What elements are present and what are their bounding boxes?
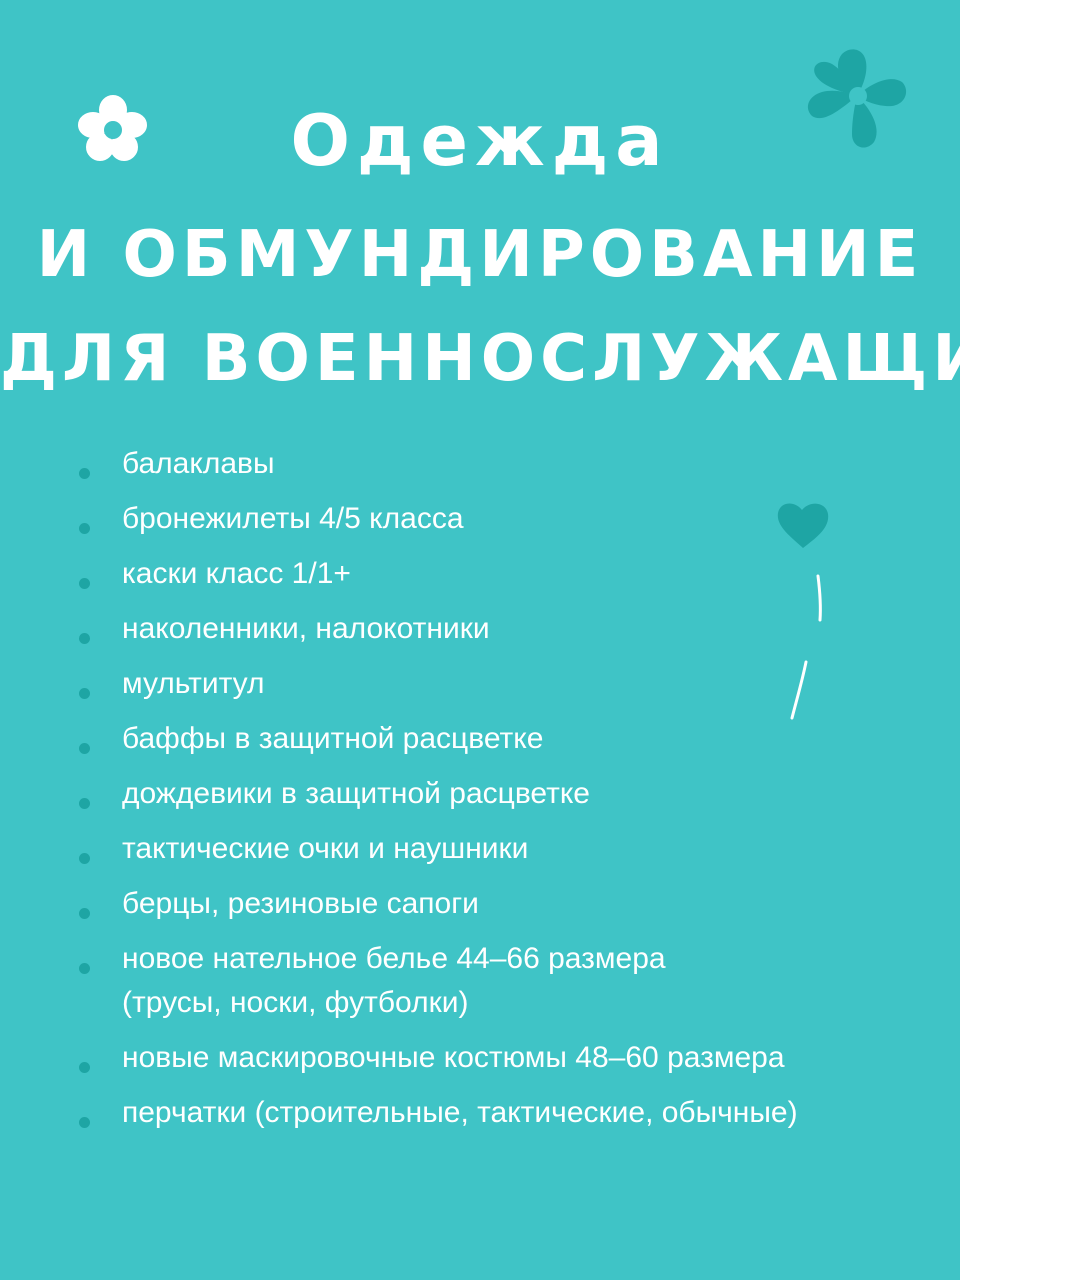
list-item — [0, 442, 960, 486]
list-item — [0, 607, 960, 651]
bullet-icon — [79, 963, 90, 974]
bullet-icon — [79, 853, 90, 864]
item-text: бронежилеты 4/5 класса — [122, 502, 464, 535]
bullet-icon — [79, 1117, 90, 1128]
item-text: каски класс 1/1+ — [122, 557, 351, 590]
items-list — [0, 442, 960, 1146]
item-text: берцы, резиновые сапоги — [122, 887, 479, 920]
item-text: перчатки (строительные, тактические, обычные) — [122, 1096, 798, 1129]
item-text: мультитул — [122, 667, 265, 700]
list-item — [0, 717, 960, 761]
item-text: новое нательное белье 44–66 размера — [122, 942, 666, 975]
bullet-icon — [79, 523, 90, 534]
item-text: дождевики в защитной расцветке — [122, 777, 590, 810]
title-line-2: И ОБМУНДИРОВАНИЕ — [36, 218, 924, 292]
list-item — [0, 937, 960, 1025]
bullet-icon — [79, 578, 90, 589]
item-text: тактические очки и наушники — [122, 832, 529, 865]
bullet-icon — [79, 1062, 90, 1073]
list-item — [0, 552, 960, 596]
list-item — [0, 1036, 960, 1080]
title-line-3: ДЛЯ ВОЕННОСЛУЖАЩИХ: — [0, 322, 1076, 396]
item-text: балаклавы — [122, 447, 275, 480]
bullet-icon — [79, 743, 90, 754]
list-item — [0, 662, 960, 706]
item-text: баффы в защитной расцветке — [122, 722, 544, 755]
item-text-continued: (трусы, носки, футболки) — [122, 986, 469, 1019]
title-line-1: Одежда — [290, 100, 670, 182]
bullet-icon — [79, 798, 90, 809]
list-item — [0, 1091, 960, 1135]
bullet-icon — [79, 688, 90, 699]
bullet-icon — [79, 633, 90, 644]
bullet-icon — [79, 468, 90, 479]
list-item — [0, 772, 960, 816]
item-text: наколенники, налокотники — [122, 612, 490, 645]
bullet-icon — [79, 908, 90, 919]
list-item — [0, 827, 960, 871]
list-item — [0, 882, 960, 926]
list-item — [0, 497, 960, 541]
item-text: новые маскировочные костюмы 48–60 размера — [122, 1041, 785, 1074]
